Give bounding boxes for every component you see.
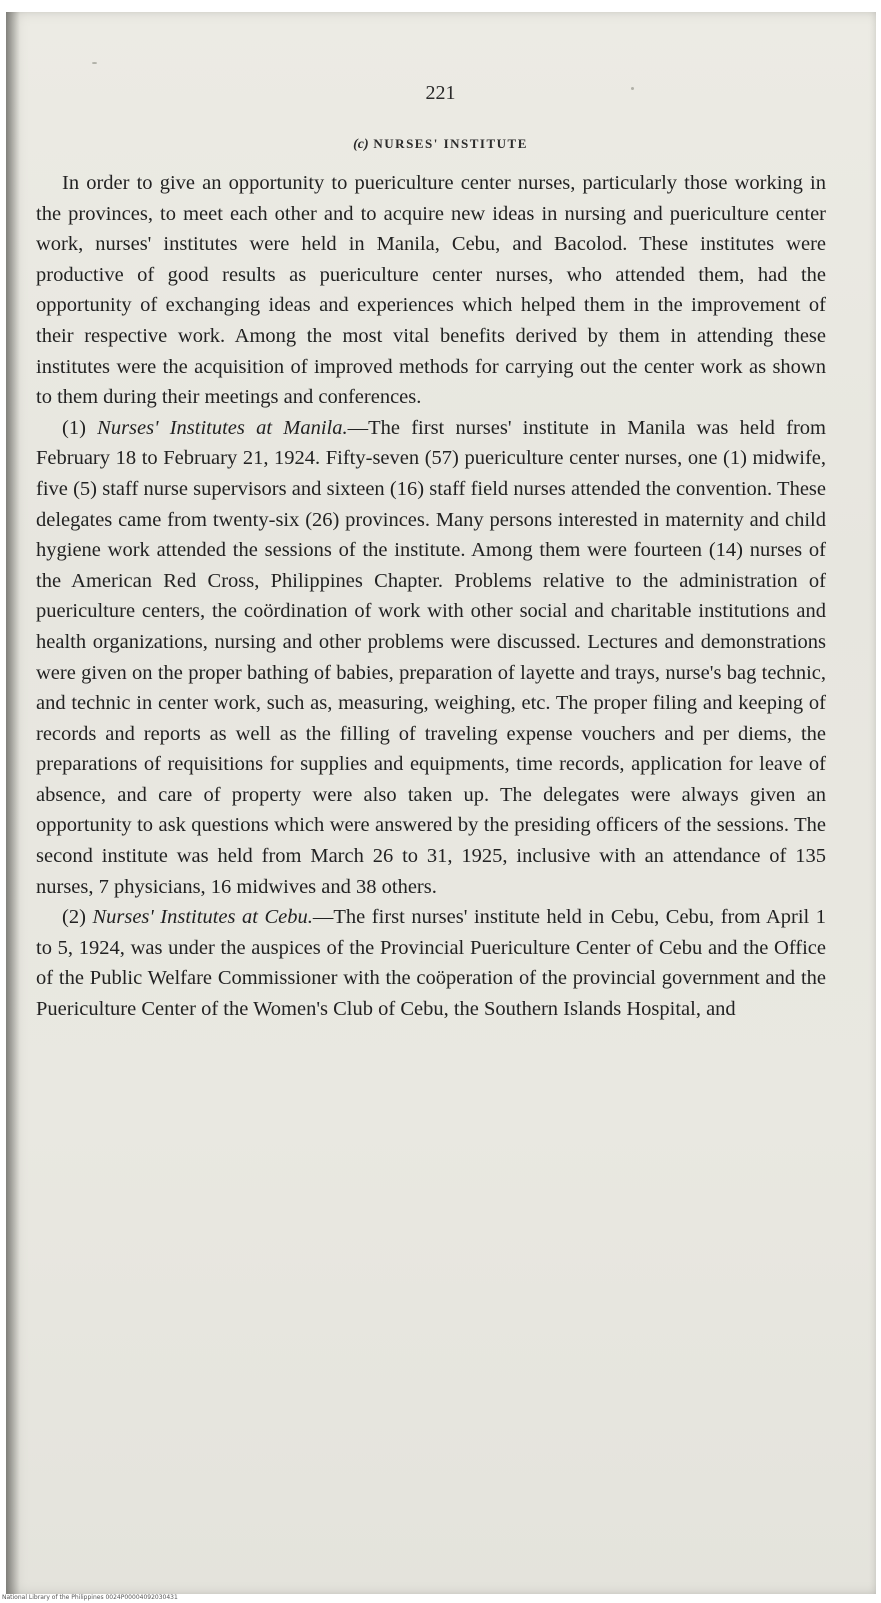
paragraph-text: —The first nurses' institute in Manila was held from February 18 to February 21, 1924. Fifty-seven (57) puericulture center nurses, one (1) midwife, five (5) staff nurse supervisors and sixteen (16) staff field nurses attended the convention. These delegates came from twenty-six (26) provinces. Many persons interested in maternity and child hygiene work attended the sessions of the institute. Among them were fourteen (14) nurses of the American Red Cross, Philippines Chapter. Problems relative to the administration of puericulture centers, the coördination of work with other social and charitable institutions and health organizations, nursing and other problems were discussed. Lectures and demonstrations were given on the proper bathing of babies, preparation of layette and trays, nurse's bag technic, and technic in center work, such as, measuring, weighing, etc. The proper filing and keeping of records and reports as well as the filling of traveling expense vouchers and per diems, the preparations of requisitions for supplies and equipments, time records, application for leave of absence, and care of property were also taken up. The delegates were always given an opportunity to ask questions which were answered by the presiding officers of the sessions. The second institute was held from March 26 to 31, 1925, inclusive with an attendance of 135 nurses, 7 physicians, 16 midwives and 38 others. [36, 416, 827, 898]
paragraph-number: (1) [62, 416, 86, 439]
scan-speck [92, 62, 97, 64]
section-heading [0, 136, 881, 153]
paragraph-number: (2) [62, 906, 86, 929]
page-number: 221 [425, 82, 456, 104]
paragraph-text: In order to give an opportunity to puericulture center nurses, particularly those working in the provinces, to meet each other and to acquire new ideas in nursing and puericulture center work, nurses' institutes were held in Manila, Cebu, and Bacolod. These institutes were productive of good results as puericulture center nurses, who attended them, had the opportunity of exchanging ideas and experiences which helped them in the improvement of their respective work. Among the most vital benefits derived by them in attending these institutes were the acquisition of improved methods for carrying out the center work as shown to them during their meetings and conferences. [36, 172, 826, 409]
section-letter: (c) [353, 137, 369, 152]
paragraph-heading: Nurses' Institutes at Cebu. [92, 906, 313, 929]
paragraph-heading: Nurses' Institutes at Manila. [97, 416, 348, 439]
paragraph-cebu [36, 902, 826, 1024]
paragraph-intro [36, 168, 826, 413]
paragraph-manila [36, 413, 826, 903]
section-title: NURSES' INSTITUTE [373, 136, 528, 151]
paragraph-text: —The first nurses' institute held in Cebu, Cebu, from April 1 to 5, 1924, was under the auspices of the Provincial Puericulture Center of Cebu and the Office of the Public Welfare Commissioner with the coöperation of the provincial government and the Puericulture Center of the Women's Club of Cebu, the Southern Islands Hospital, and [36, 906, 826, 1021]
body-text [36, 168, 826, 1025]
binding-shadow [6, 12, 20, 1594]
library-credit: National Library of the Philippines 0024P00004092030431 [2, 1594, 178, 1601]
